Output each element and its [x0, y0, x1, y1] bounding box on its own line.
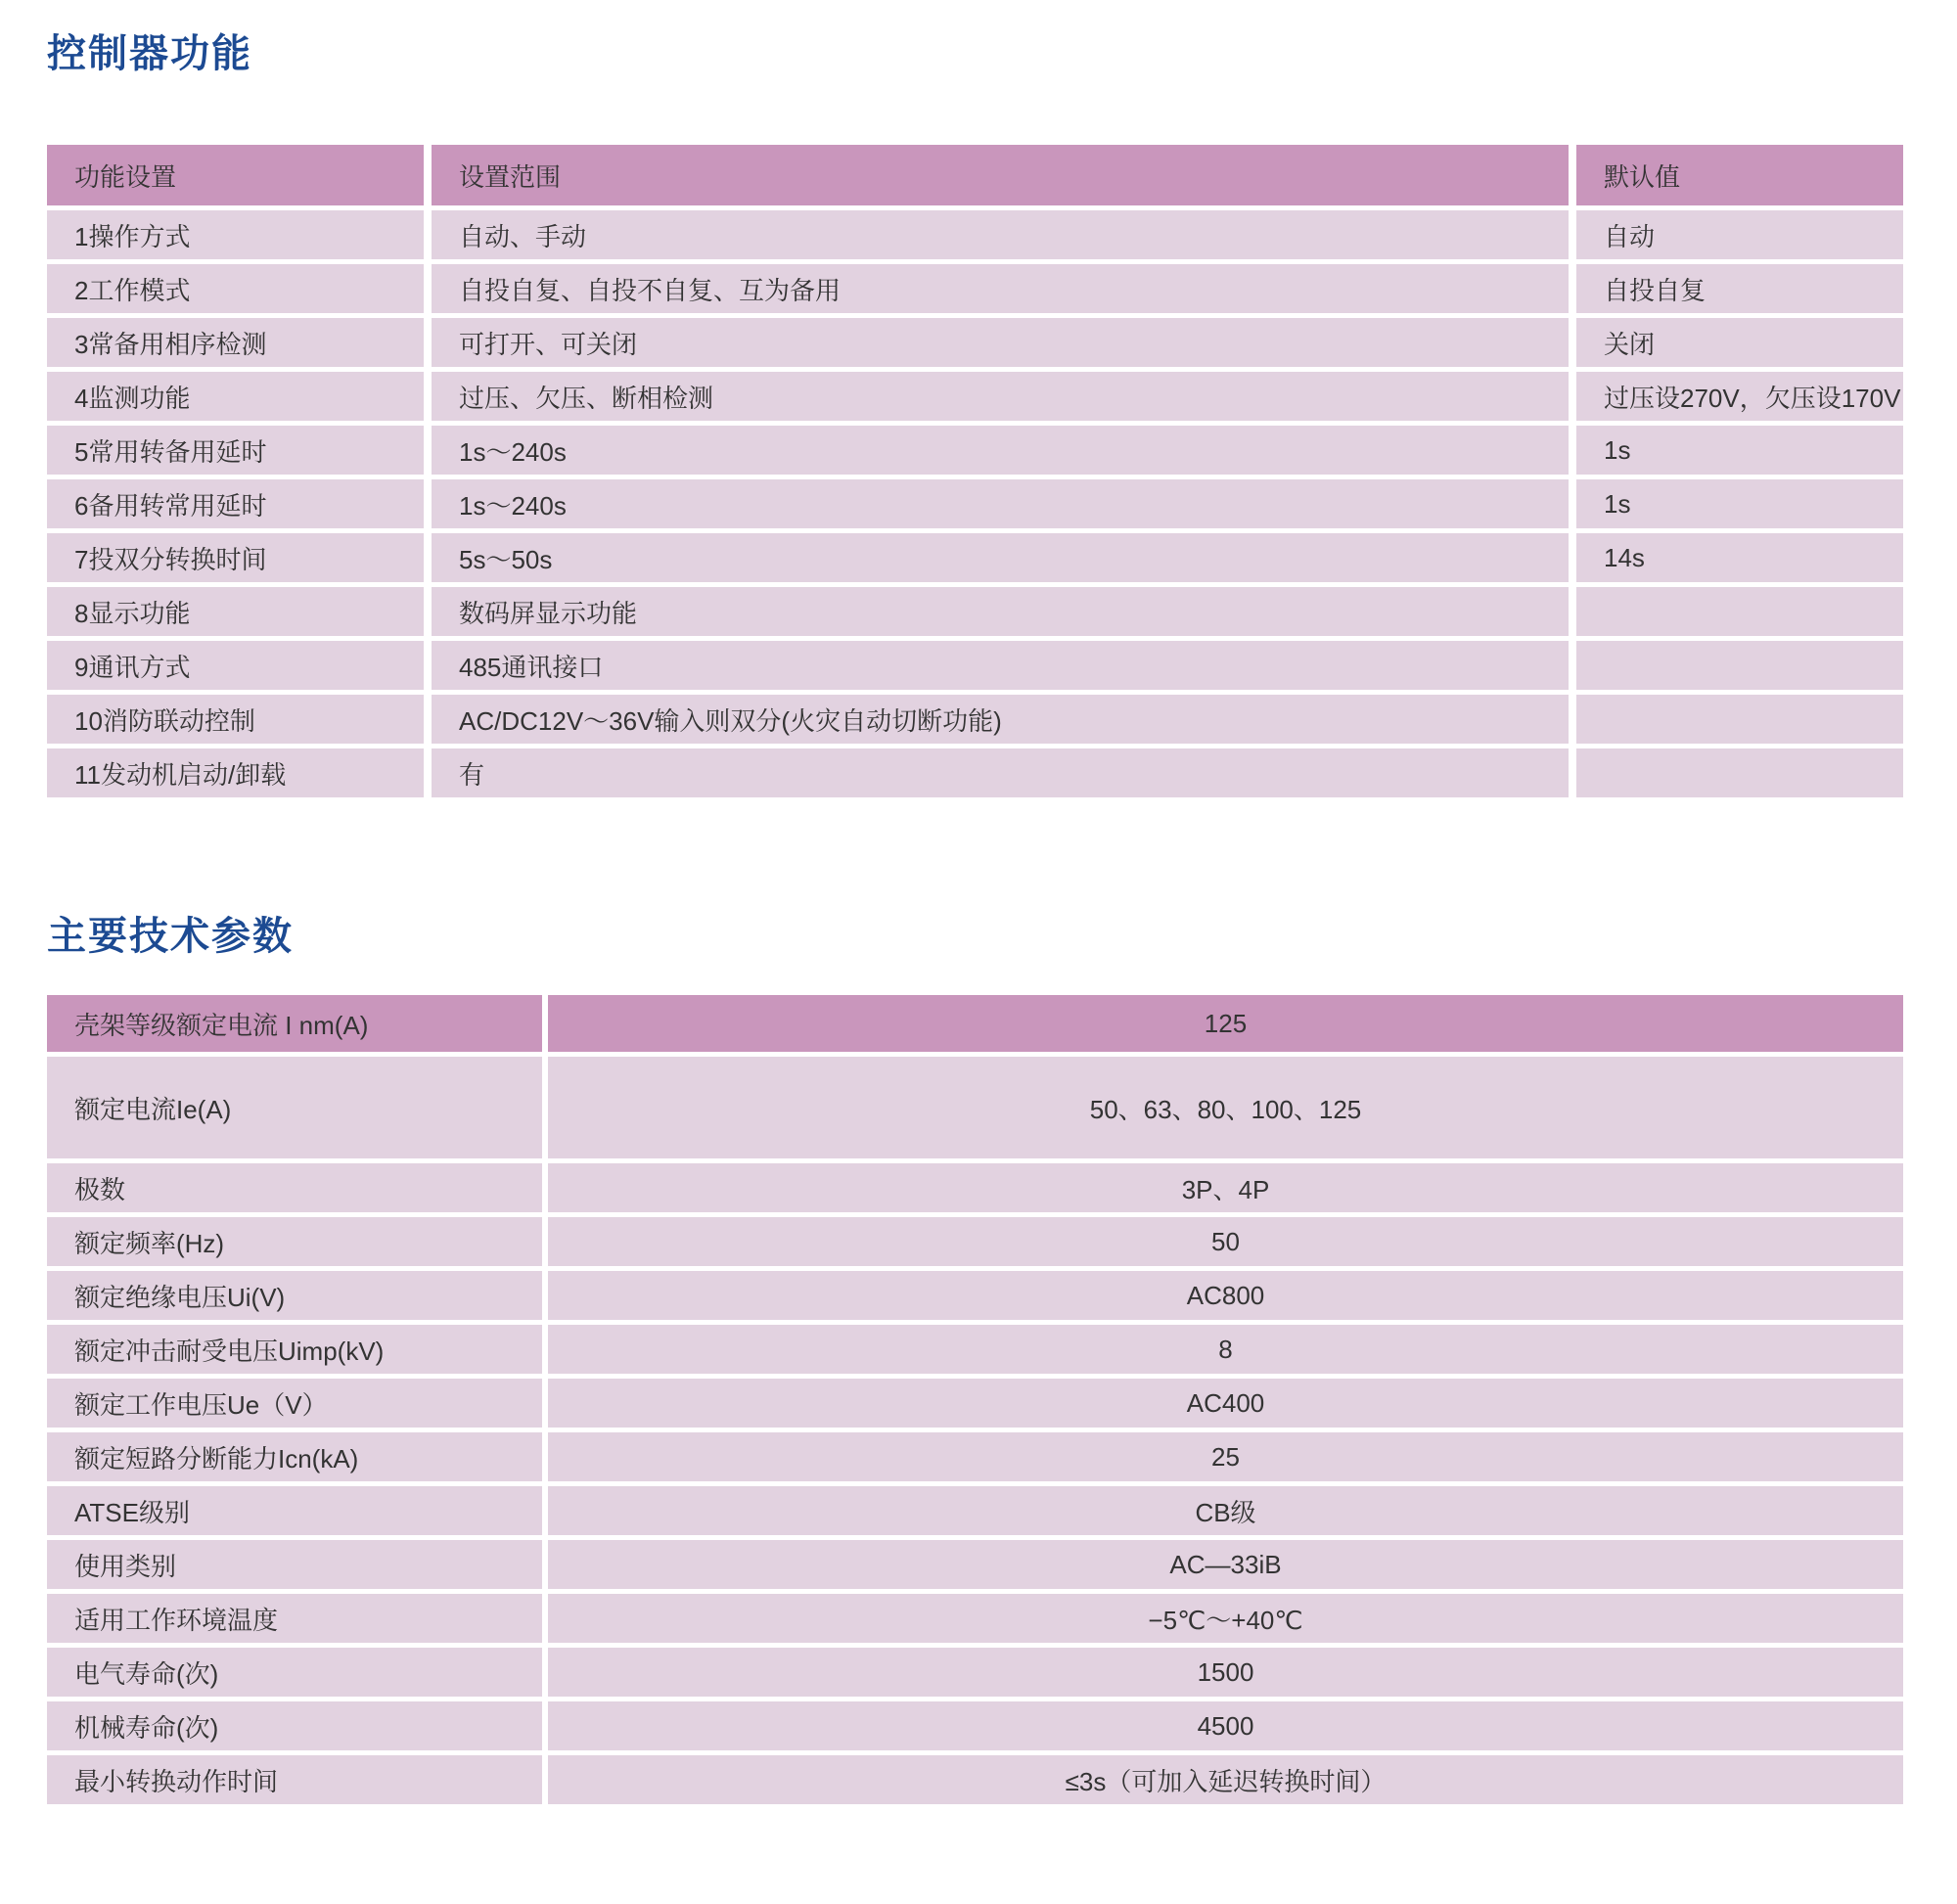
t1-row-range: 485通讯接口	[432, 641, 1569, 690]
t1-row-label: 5常用转备用延时	[47, 426, 424, 475]
t1-row-label: 3常备用相序检测	[47, 318, 424, 367]
t1-row-range: 自动、手动	[432, 210, 1569, 259]
t1-row-default: 过压设270V，欠压设170V	[1576, 372, 1903, 421]
t1-header-function: 功能设置	[47, 145, 424, 205]
t2-row-label: 最小转换动作时间	[47, 1755, 542, 1804]
t1-row-default: 14s	[1576, 533, 1903, 582]
t2-row-value: 50、63、80、100、125	[548, 1057, 1903, 1158]
t2-row-label: 电气寿命(次)	[47, 1648, 542, 1697]
t2-row-value: CB级	[548, 1486, 1903, 1535]
t2-header-label: 壳架等级额定电流 I nm(A)	[47, 995, 542, 1052]
t1-row-label: 6备用转常用延时	[47, 479, 424, 528]
t1-row-default: 自动	[1576, 210, 1903, 259]
t2-row-value: ≤3s（可加入延迟转换时间）	[548, 1755, 1903, 1804]
t1-row-range: 5s～50s	[432, 533, 1569, 582]
t1-row-label: 1操作方式	[47, 210, 424, 259]
controller-functions-table	[47, 145, 1903, 797]
t2-row-value: 4500	[548, 1701, 1903, 1750]
t2-row-label: 额定短路分断能力Icn(kA)	[47, 1432, 542, 1481]
t2-row-value: 25	[548, 1432, 1903, 1481]
t1-row-default: 自投自复	[1576, 264, 1903, 313]
t1-header-default: 默认值	[1576, 145, 1903, 205]
t1-row-label: 4监测功能	[47, 372, 424, 421]
t2-row-value: −5℃～+40℃	[548, 1594, 1903, 1643]
t1-row-default	[1576, 748, 1903, 797]
t1-header-range: 设置范围	[432, 145, 1569, 205]
t2-row-label: 额定绝缘电压Ui(V)	[47, 1271, 542, 1320]
t2-row-value: AC800	[548, 1271, 1903, 1320]
t2-row-value: 50	[548, 1217, 1903, 1266]
t1-row-range: 自投自复、自投不自复、互为备用	[432, 264, 1569, 313]
t2-row-label: 适用工作环境温度	[47, 1594, 542, 1643]
t2-row-value: AC400	[548, 1379, 1903, 1428]
t2-row-label: 额定冲击耐受电压Uimp(kV)	[47, 1325, 542, 1374]
t2-row-value: AC—33iB	[548, 1540, 1903, 1589]
t1-row-label: 10消防联动控制	[47, 695, 424, 744]
t2-row-label: 机械寿命(次)	[47, 1701, 542, 1750]
t1-row-label: 8显示功能	[47, 587, 424, 636]
page-content	[47, 32, 1903, 1804]
t1-row-label: 7投双分转换时间	[47, 533, 424, 582]
section-title-controller-functions: 控制器功能	[47, 32, 252, 75]
t1-row-default: 1s	[1576, 479, 1903, 528]
technical-parameters-table	[47, 995, 1903, 1804]
t1-row-default: 关闭	[1576, 318, 1903, 367]
t2-row-label: 额定电流Ie(A)	[47, 1057, 542, 1158]
t2-row-value: 8	[548, 1325, 1903, 1374]
t1-row-default	[1576, 695, 1903, 744]
t1-row-range: 过压、欠压、断相检测	[432, 372, 1569, 421]
t2-row-label: 额定工作电压Ue（V）	[47, 1379, 542, 1428]
t1-row-label: 11发动机启动/卸载	[47, 748, 424, 797]
t1-row-default: 1s	[1576, 426, 1903, 475]
t2-row-label: 使用类别	[47, 1540, 542, 1589]
t1-row-range: 1s～240s	[432, 479, 1569, 528]
t1-row-default	[1576, 587, 1903, 636]
t2-row-value: 1500	[548, 1648, 1903, 1697]
section-title-main-technical-parameters: 主要技术参数	[47, 915, 294, 958]
t1-row-range: 有	[432, 748, 1569, 797]
t2-row-label: ATSE级别	[47, 1486, 542, 1535]
t1-row-label: 9通讯方式	[47, 641, 424, 690]
t1-row-label: 2工作模式	[47, 264, 424, 313]
t1-row-default	[1576, 641, 1903, 690]
t1-row-range: 1s～240s	[432, 426, 1569, 475]
t1-row-range: 可打开、可关闭	[432, 318, 1569, 367]
t2-row-value: 3P、4P	[548, 1163, 1903, 1212]
t2-row-label: 极数	[47, 1163, 542, 1212]
t1-row-range: AC/DC12V～36V输入则双分(火灾自动切断功能)	[432, 695, 1569, 744]
t1-row-range: 数码屏显示功能	[432, 587, 1569, 636]
t2-row-label: 额定频率(Hz)	[47, 1217, 542, 1266]
t2-header-value: 125	[548, 995, 1903, 1052]
